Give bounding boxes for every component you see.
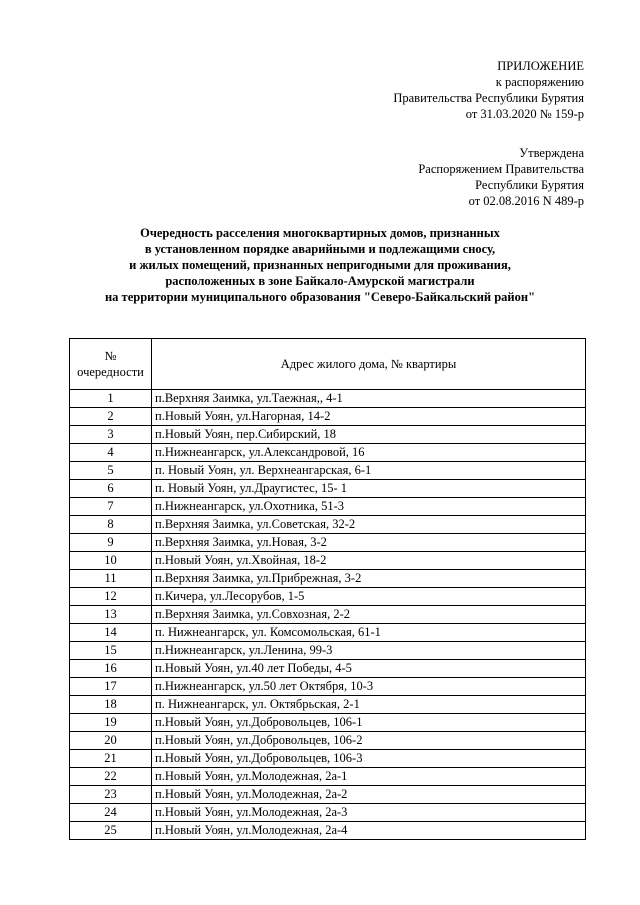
address-cell: п.Верхняя Заимка, ул.Советская, 32-2	[152, 516, 586, 534]
address-cell: п.Новый Уоян, ул.Добровольцев, 106-3	[152, 750, 586, 768]
table-row	[70, 660, 586, 678]
appendix-line: Правительства Республики Бурятия	[393, 91, 584, 105]
queue-number-cell: 15	[70, 642, 152, 660]
queue-number-cell: 22	[70, 768, 152, 786]
queue-number-cell: 21	[70, 750, 152, 768]
title-line: на территории муниципального образования "Северо-Байкальский район"	[104, 290, 536, 304]
queue-number-cell: 2	[70, 408, 152, 426]
address-cell: п. Новый Уоян, ул. Верхнеангарская, 6-1	[152, 462, 586, 480]
approval-line: от 02.08.2016 N 489-р	[468, 194, 584, 208]
title-line: в установленном порядке аварийными и подлежащими сносу,	[144, 242, 496, 256]
queue-number-cell: 12	[70, 588, 152, 606]
queue-number-cell: 3	[70, 426, 152, 444]
address-cell: п.Новый Уоян, ул.Хвойная, 18-2	[152, 552, 586, 570]
queue-number-cell: 19	[70, 714, 152, 732]
table-row	[70, 624, 586, 642]
approval-header	[418, 145, 584, 209]
approval-line: Утверждена	[519, 146, 584, 160]
table-row	[70, 678, 586, 696]
address-cell: п.Новый Уоян, ул.Молодежная, 2а-3	[152, 804, 586, 822]
table-row	[70, 480, 586, 498]
table-row	[70, 444, 586, 462]
column-header-address: Адрес жилого дома, № квартиры	[152, 339, 586, 390]
address-cell: п.Новый Уоян, ул.Нагорная, 14-2	[152, 408, 586, 426]
queue-number-cell: 17	[70, 678, 152, 696]
table-row	[70, 606, 586, 624]
resettlement-queue-table	[69, 338, 586, 840]
queue-number-cell: 11	[70, 570, 152, 588]
queue-number-cell: 8	[70, 516, 152, 534]
column-header-number-symbol: №	[104, 349, 117, 363]
table-row	[70, 642, 586, 660]
address-cell: п.Нижнеангарск, ул.Ленина, 99-3	[152, 642, 586, 660]
table-row	[70, 570, 586, 588]
table-row	[70, 408, 586, 426]
table-header-row	[70, 339, 586, 390]
address-cell: п.Новый Уоян, ул.Молодежная, 2а-2	[152, 786, 586, 804]
table-row	[70, 750, 586, 768]
table-row	[70, 462, 586, 480]
queue-number-cell: 5	[70, 462, 152, 480]
address-cell: п.Верхняя Заимка, ул.Прибрежная, 3-2	[152, 570, 586, 588]
table-row	[70, 390, 586, 408]
title-line: и жилых помещений, признанных непригодными для проживания,	[129, 258, 511, 272]
address-cell: п. Нижнеангарск, ул. Комсомольская, 61-1	[152, 624, 586, 642]
queue-number-cell: 24	[70, 804, 152, 822]
title-line: расположенных в зоне Байкало-Амурской магистрали	[165, 274, 475, 288]
queue-number-cell: 14	[70, 624, 152, 642]
queue-number-cell: 20	[70, 732, 152, 750]
queue-number-cell: 4	[70, 444, 152, 462]
queue-number-cell: 6	[70, 480, 152, 498]
table-row	[70, 714, 586, 732]
queue-number-cell: 18	[70, 696, 152, 714]
queue-number-cell: 13	[70, 606, 152, 624]
address-cell: п.Новый Уоян, ул.Добровольцев, 106-1	[152, 714, 586, 732]
address-cell: п.Нижнеангарск, ул.50 лет Октября, 10-3	[152, 678, 586, 696]
approval-line: Республики Бурятия	[475, 178, 584, 192]
table-row	[70, 696, 586, 714]
queue-number-cell: 23	[70, 786, 152, 804]
queue-number-cell: 9	[70, 534, 152, 552]
queue-number-cell: 16	[70, 660, 152, 678]
title-line: Очередность расселения многоквартирных домов, признанных	[140, 226, 500, 240]
address-cell: п.Новый Уоян, ул.40 лет Победы, 4-5	[152, 660, 586, 678]
appendix-line: ПРИЛОЖЕНИЕ	[497, 59, 584, 73]
document-title	[60, 225, 580, 305]
column-header-number-label: очередности	[77, 365, 144, 379]
address-cell: п. Новый Уоян, ул.Драугистес, 15- 1	[152, 480, 586, 498]
address-cell: п.Верхняя Заимка, ул.Таежная,, 4-1	[152, 390, 586, 408]
queue-number-cell: 25	[70, 822, 152, 840]
address-cell: п.Нижнеангарск, ул.Охотника, 51-3	[152, 498, 586, 516]
column-header-number	[70, 339, 152, 390]
table-row	[70, 804, 586, 822]
table-row	[70, 534, 586, 552]
table-row	[70, 768, 586, 786]
appendix-header	[393, 58, 584, 122]
table-row	[70, 732, 586, 750]
address-cell: п.Верхняя Заимка, ул.Новая, 3-2	[152, 534, 586, 552]
table-row	[70, 498, 586, 516]
address-cell: п.Верхняя Заимка, ул.Совхозная, 2-2	[152, 606, 586, 624]
address-cell: п.Новый Уоян, ул.Молодежная, 2а-4	[152, 822, 586, 840]
table-row	[70, 822, 586, 840]
address-cell: п. Нижнеангарск, ул. Октябрьская, 2-1	[152, 696, 586, 714]
address-cell: п.Новый Уоян, пер.Сибирский, 18	[152, 426, 586, 444]
address-cell: п.Кичера, ул.Лесорубов, 1-5	[152, 588, 586, 606]
appendix-line: к распоряжению	[495, 75, 584, 89]
address-cell: п.Новый Уоян, ул.Добровольцев, 106-2	[152, 732, 586, 750]
queue-number-cell: 10	[70, 552, 152, 570]
address-cell: п.Новый Уоян, ул.Молодежная, 2а-1	[152, 768, 586, 786]
address-cell: п.Нижнеангарск, ул.Александровой, 16	[152, 444, 586, 462]
table-row	[70, 552, 586, 570]
table-row	[70, 426, 586, 444]
table-row	[70, 588, 586, 606]
appendix-line: от 31.03.2020 № 159-р	[465, 107, 584, 121]
table-row	[70, 516, 586, 534]
queue-number-cell: 7	[70, 498, 152, 516]
table-body	[70, 390, 586, 840]
approval-line: Распоряжением Правительства	[418, 162, 584, 176]
table-row	[70, 786, 586, 804]
queue-number-cell: 1	[70, 390, 152, 408]
